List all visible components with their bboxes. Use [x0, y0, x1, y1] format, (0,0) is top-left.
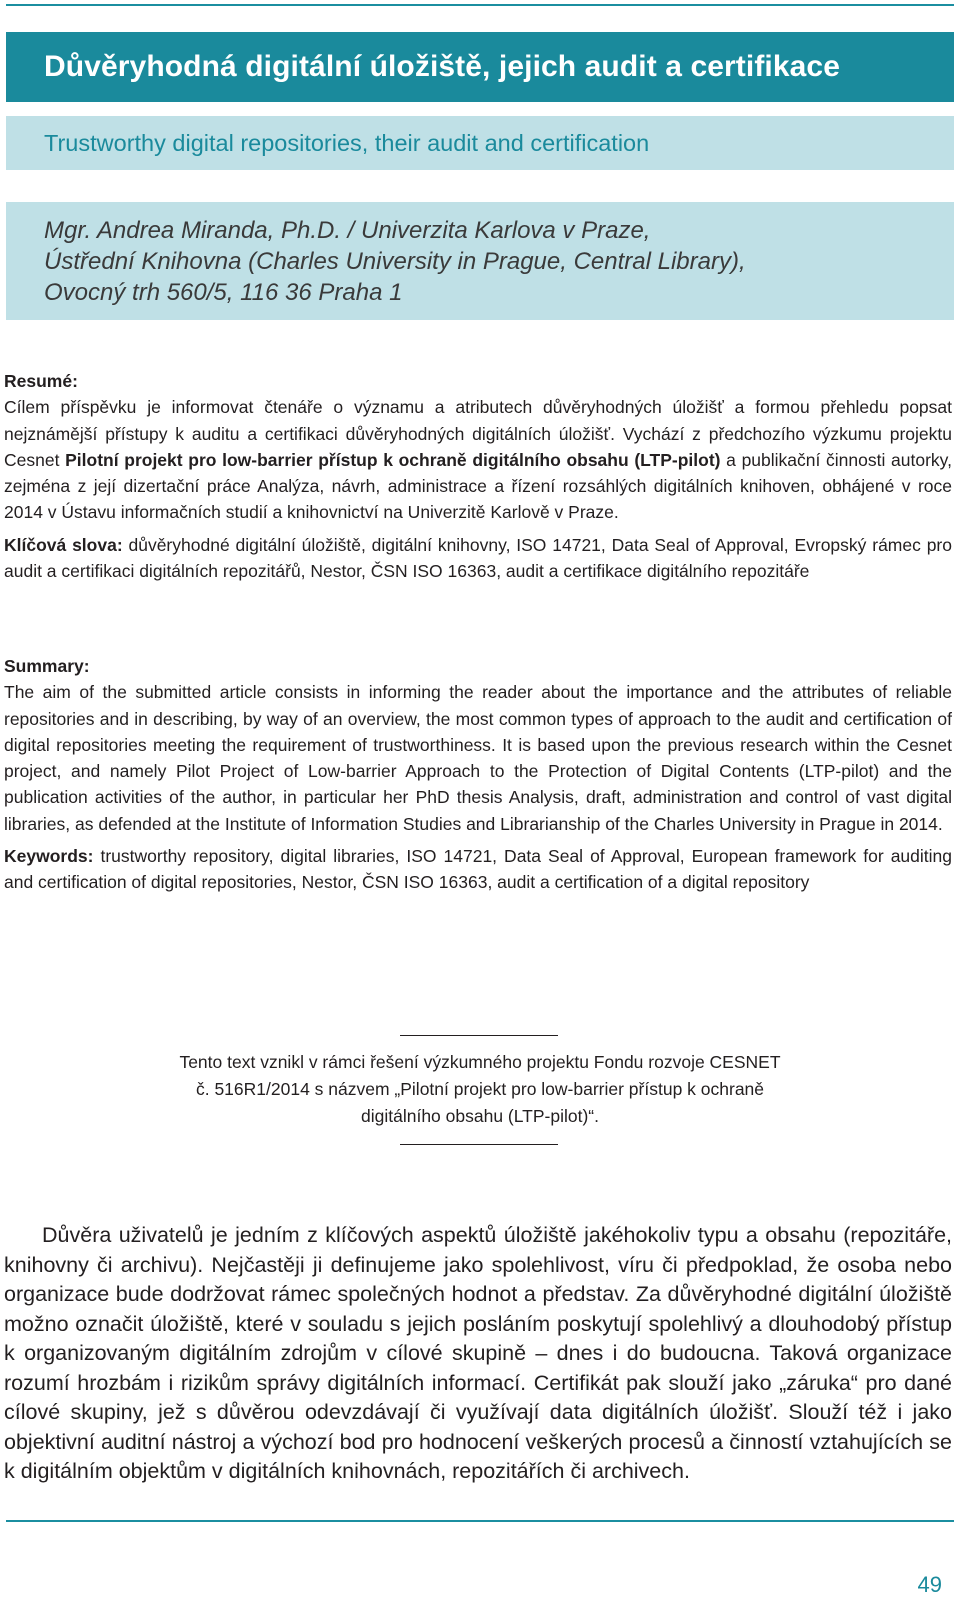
title-band [6, 32, 954, 102]
bottom-rule [6, 1520, 954, 1522]
funding-line-3: digitálního obsahu (LTP-pilot)“. [361, 1106, 599, 1126]
funding-note [0, 1049, 960, 1130]
summary-section [4, 653, 952, 896]
resume-text: Cílem příspěvku je informovat čtenáře o významu a atributech důvěryhodných úložišť a formou přehledu popsat nejznámější přístupy k auditu a certifikaci důvěryhodných digitálních úložišť. Vychází z předchozího výzkumu projektu Cesnet Pilotní projekt pro low-barrier přístup k ochraně digitálního obsahu (LTP-pilot) a publikační činnosti autorky, zejména z její dizertační práce Analýza, návrh, administrace a řízení rozsáhlých digitálních knihoven, obhájené v roce 2014 v Ústavu informačních studií a knihovnictví na Univerzitě Karlově v Praze. [4, 397, 952, 523]
body-paragraph: Důvěra uživatelů je jedním z klíčových aspektů úložiště jakéhokoliv typu a obsahu (repozitáře, knihovny či archivu). Nejčastěji ji definujeme jako spolehlivost, víru či předpoklad, že osoba nebo organizace bude dodržovat rámec společných hodnot a představ. Za důvěryhodné digitální úložiště možno označit úložiště, které v souladu s jejich posláním poskytují spolehlivý a dlouhodobý přístup k organizovaným digitálním zdrojům v cílové skupině – dnes i do budoucna. Taková organizace rozumí hrozbám i rizikům správy digitálních informací. Certifikát pak slouží jako „záruka“ pro dané cílové skupiny, jež s důvěrou odevzdávají či využívají data digitálních úložišť. Slouží též i jako objektivní auditní nástroj a výchozí bod pro hodnocení veškerých procesů a činností vztahujících se k digitálním objektům v digitálních knihovnách, repozitářích či archivech. [4, 1223, 952, 1483]
resume-keywords: Klíčová slova: důvěryhodné digitální úložiště, digitální knihovny, ISO 14721, Data Seal of Approval, Evropský rámec pro audit a certifikaci digitálních repozitářů, Nestor, ČSN ISO 16363, audit a certifikace digitálního repozitáře [4, 534, 952, 582]
article-title: Důvěryhodná digitální úložiště, jejich audit a certifikace [44, 50, 840, 83]
summary-heading: Summary: [4, 656, 90, 676]
project-name: Pilotní projekt pro low-barrier přístup k ochraně digitálního obsahu (LTP-pilot) [65, 449, 721, 470]
author-affiliation [44, 215, 746, 308]
author-line-3: Ovocný trh 560/5, 116 36 Praha 1 [44, 279, 403, 306]
body-section [4, 1221, 952, 1487]
article-subtitle: Trustworthy digital repositories, their audit and certification [44, 129, 650, 156]
keywords-label-cz: Klíčová slova: [4, 534, 123, 555]
author-line-1: Mgr. Andrea Miranda, Ph.D. / Univerzita Karlova v Praze, [44, 217, 651, 244]
resume-heading: Resumé: [4, 371, 78, 391]
author-line-2: Ústřední Knihovna (Charles University in Prague, Central Library), [44, 248, 746, 275]
subtitle-band [6, 116, 954, 170]
funding-line-1: Tento text vznikl v rámci řešení výzkumného projektu Fondu rozvoje CESNET [179, 1052, 781, 1072]
author-band [6, 202, 954, 320]
top-rule [6, 4, 954, 6]
funding-line-2: č. 516R1/2014 s názvem „Pilotní projekt pro low-barrier přístup k ochraně [195, 1079, 765, 1099]
summary-text: The aim of the submitted article consists in informing the reader about the importance and the attributes of reliable repositories and in describing, by way of an overview, the most common types of approach to the audit and certification of digital repositories meeting the requirement of trustworthiness. It is based upon the previous research within the Cesnet project, and namely Pilot Project of Low-barrier Approach to the Protection of Digital Contents (LTP-pilot) and the publication activities of the author, in particular her PhD thesis Analysis, draft, administration and control of vast digital libraries, as defended at the Institute of Information Studies and Librarianship of the Charles University in Prague in 2014. [4, 682, 952, 834]
note-rule-bottom [400, 1144, 558, 1145]
page-number: 49 [917, 1572, 942, 1597]
note-rule-top [400, 1035, 558, 1036]
keywords-label-en: Keywords: [4, 846, 94, 867]
summary-keywords: Keywords: trustworthy repository, digital libraries, ISO 14721, Data Seal of Approval, European framework for auditing and certification of digital repositories, Nestor, ČSN ISO 16363, audit a certification of a digital repository [4, 846, 952, 893]
resume-section [4, 368, 952, 584]
